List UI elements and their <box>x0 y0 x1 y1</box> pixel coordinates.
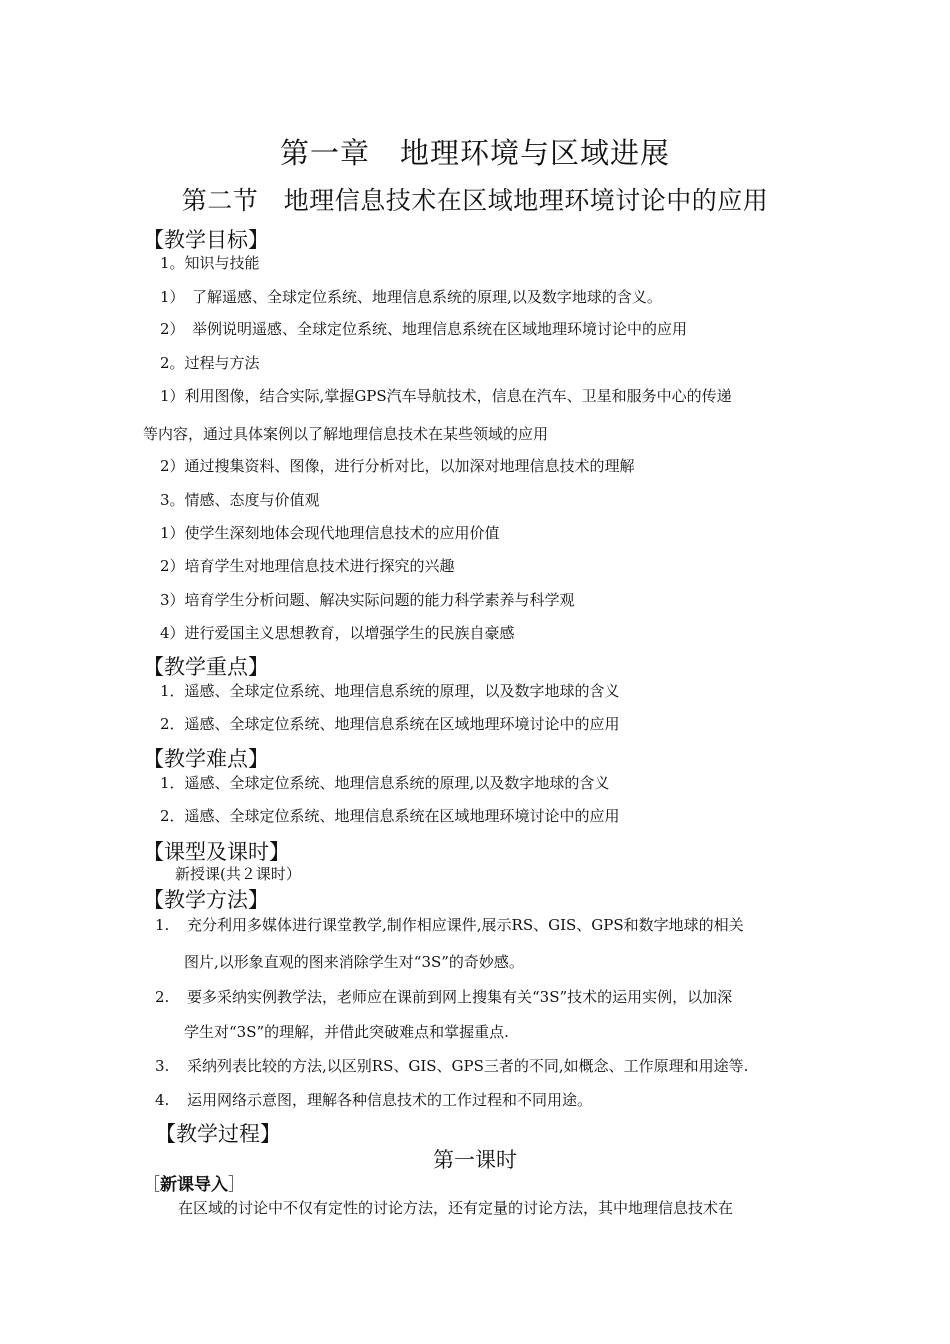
intro-label <box>143 1170 245 1195</box>
objectives-heading: 【教学目标】 <box>143 228 269 252</box>
intro-bracket-open: ［ <box>143 1175 160 1195</box>
objective-item: 2） 举例说明遥感、全球定位系统、地理信息系统在区域地理环境讨论中的应用 <box>160 320 688 338</box>
method-number: 2. <box>155 988 170 1006</box>
method-item-continued: 图片,以形象直观的图来消除学生对“3S”的奇妙感。 <box>184 953 524 971</box>
objective-item: 1） 了解遥感、全球定位系统、地理信息系统的原理,以及数字地球的含义。 <box>160 288 662 306</box>
method-item-continued: 学生对“3S”的理解，并借此突破难点和掌握重点. <box>184 1023 509 1041</box>
difficulty-item: 1．遥感、全球定位系统、地理信息系统的原理,以及数字地球的含义 <box>160 774 610 792</box>
objective-item: 2）通过搜集资料、图像，进行分析对比，以加深对地理信息技术的理解 <box>160 457 635 475</box>
method-text: 要多采纳实例教学法，老师应在课前到网上搜集有关“3S”技术的运用实例，以加深 <box>187 988 733 1006</box>
objective-item: 4）进行爱国主义思想教育，以增强学生的民族自豪感 <box>160 624 515 642</box>
objective-item-continued: 等内容，通过具体案例以了解地理信息技术在某些领域的应用 <box>143 425 549 443</box>
intro-paragraph: 在区域的讨论中不仅有定性的讨论方法，还有定量的讨论方法，其中地理信息技术在 <box>178 1199 734 1217</box>
intro-bracket-close: ］ <box>228 1175 245 1195</box>
intro-label-text: 新课导入 <box>160 1175 228 1195</box>
objectives-sub-attitude: 3。情感、态度与价值观 <box>160 491 320 509</box>
method-item <box>155 914 744 935</box>
objective-item: 1）利用图像，结合实际,掌握GPS汽车导航技术，信息在汽车、卫星和服务中心的传递 <box>160 387 732 405</box>
difficulty-item: 2．遥感、全球定位系统、地理信息系统在区域地理环境讨论中的应用 <box>160 807 620 825</box>
difficulties-heading: 【教学难点】 <box>143 747 269 771</box>
objectives-sub-knowledge: 1。知识与技能 <box>160 254 260 272</box>
method-item <box>155 986 732 1007</box>
method-item <box>155 1055 748 1076</box>
lesson-one-title: 第一课时 <box>433 1148 517 1172</box>
method-item <box>155 1089 592 1110</box>
methods-heading: 【教学方法】 <box>143 888 269 912</box>
section-title: 第二节 地理信息技术在区域地理环境讨论中的应用 <box>181 186 769 215</box>
key-point-item: 2．遥感、全球定位系统、地理信息系统在区域地理环境讨论中的应用 <box>160 715 620 733</box>
objective-item: 3）培育学生分析问题、解决实际问题的能力科学素养与科学观 <box>160 591 575 609</box>
method-text: 充分利用多媒体进行课堂教学,制作相应课件,展示RS、GIS、GPS和数字地球的相关 <box>187 916 744 934</box>
lesson-type-heading: 【课型及课时】 <box>143 840 290 864</box>
process-heading: 【教学过程】 <box>155 1122 281 1146</box>
method-number: 4. <box>155 1091 170 1109</box>
method-number: 3. <box>155 1057 170 1075</box>
method-number: 1. <box>155 916 170 934</box>
key-point-item: 1．遥感、全球定位系统、地理信息系统的原理，以及数字地球的含义 <box>160 682 620 700</box>
method-text: 运用网络示意图，理解各种信息技术的工作过程和不同用途。 <box>187 1091 593 1109</box>
chapter-title: 第一章 地理环境与区域进展 <box>279 136 670 170</box>
objectives-sub-process: 2。过程与方法 <box>160 354 260 372</box>
method-text: 采纳列表比较的方法,以区别RS、GIS、GPS三者的不同,如概念、工作原理和用途等. <box>187 1057 749 1075</box>
objective-item: 1）使学生深刻地体会现代地理信息技术的应用价值 <box>160 524 500 542</box>
objective-item: 2）培育学生对地理信息技术进行探究的兴趣 <box>160 557 455 575</box>
lesson-type-text: 新授课(共２课时） <box>175 865 301 883</box>
key-points-heading: 【教学重点】 <box>143 655 269 679</box>
